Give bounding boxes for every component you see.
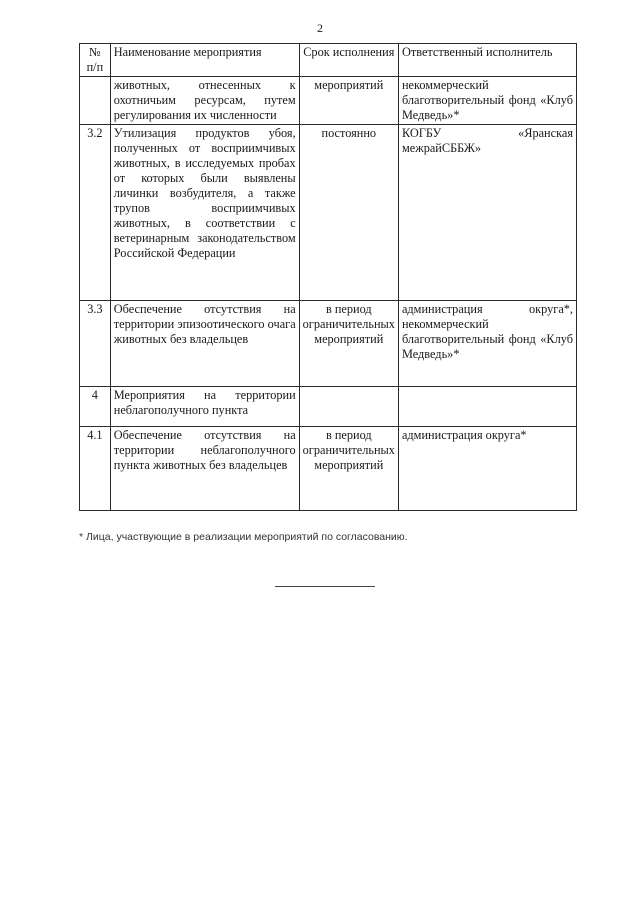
footnote: * Лица, участвующие в реализации мероприятий по согласованию.	[79, 531, 408, 543]
row-name: Обеспечение отсутствия на территории неблагополучного пункта животных без владельцев	[110, 427, 299, 511]
row-num: 4.1	[80, 427, 111, 511]
row-name: Утилизация продуктов убоя, полученных от восприимчивых животных, в исследуемых пробах от которых были выявлены личинки возбудителя, а также трупов восприимчивых животных, в соответствии с ветеринарным законодательством Российской Федерации	[110, 125, 299, 301]
table-row	[80, 125, 577, 301]
row-num: 4	[80, 387, 111, 427]
header-num: № п/п	[80, 44, 111, 77]
row-term: в период ограничительных мероприятий	[299, 427, 398, 511]
row-name: Мероприятия на территории неблагополучного пункта	[110, 387, 299, 427]
row-responsible: некоммерческий благотворительный фонд «Клуб Медведь»*	[398, 77, 576, 125]
row-responsible	[398, 387, 576, 427]
row-num: 3.3	[80, 301, 111, 387]
table-row	[80, 301, 577, 387]
row-term: постоянно	[299, 125, 398, 301]
header-term: Срок исполнения	[299, 44, 398, 77]
header-responsible: Ответственный исполнитель	[398, 44, 576, 77]
row-term: мероприятий	[299, 77, 398, 125]
row-responsible: КОГБУ «Яранская межрайСББЖ»	[398, 125, 576, 301]
row-term: в период ограничительных мероприятий	[299, 301, 398, 387]
table-row	[80, 77, 577, 125]
table-row	[80, 427, 577, 511]
header-name: Наименование мероприятия	[110, 44, 299, 77]
end-divider	[275, 586, 375, 587]
row-term	[299, 387, 398, 427]
row-responsible: администрация округа*, некоммерческий благотворительный фонд «Клуб Медведь»*	[398, 301, 576, 387]
row-num: 3.2	[80, 125, 111, 301]
row-name: Обеспечение отсутствия на территории эпизоотического очага животных без владельцев	[110, 301, 299, 387]
page-number: 2	[317, 21, 323, 35]
row-responsible: администрация округа*	[398, 427, 576, 511]
table-row	[80, 387, 577, 427]
measures-table	[79, 43, 577, 511]
row-num	[80, 77, 111, 125]
table-header-row	[80, 44, 577, 77]
row-name: животных, отнесенных к охотничьим ресурсам, путем регулирования их численности	[110, 77, 299, 125]
